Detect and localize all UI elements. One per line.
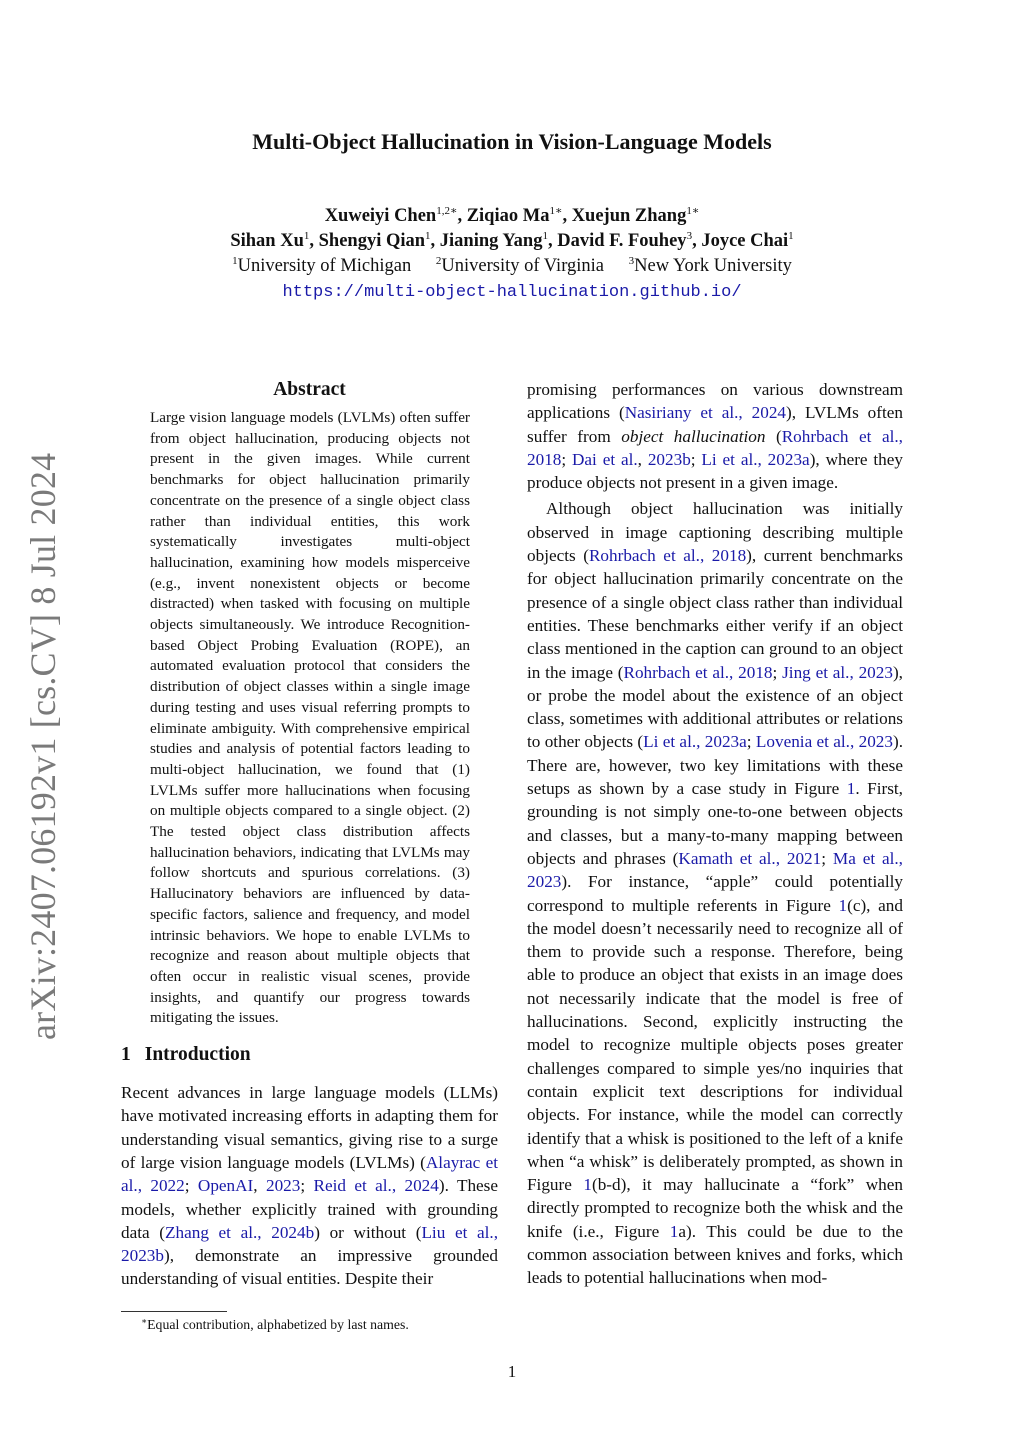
page-number: 1 (507, 1362, 517, 1381)
affiliation: $^2$University of Virginia (435, 255, 605, 276)
citation-link[interactable]: Zhang et al., 2024b (165, 1222, 315, 1242)
citation-link[interactable]: OpenAI (197, 1176, 254, 1196)
citation-link[interactable]: 2023 (265, 1176, 301, 1196)
arxiv-identifier: arXiv:2407.06192v1 [cs.CV] 8 Jul 2024 (23, 452, 63, 1040)
citation-link[interactable]: Li et al., 2023a (701, 449, 810, 469)
author-name: Joyce Chai (701, 231, 789, 251)
author-affil-mark: 1 (542, 230, 548, 242)
abstract-heading: Abstract (273, 379, 346, 400)
citation-link[interactable]: Alayrac et al., 2022 (121, 1152, 498, 1196)
citation-link[interactable]: Liu et al., 2023b (121, 1222, 498, 1266)
citation-link[interactable]: Li et al., 2023a (643, 732, 747, 752)
affiliation: $^1$University of Michigan (232, 255, 412, 276)
author-affil-mark: 1 (788, 230, 794, 242)
citation-link[interactable]: 1 (669, 1221, 679, 1241)
citation-link[interactable]: Kamath et al., 2021 (678, 848, 822, 868)
right-column (527, 378, 903, 1290)
citation-link[interactable]: 1 (846, 779, 856, 799)
section-title: Introduction (144, 1044, 251, 1066)
citation-link[interactable]: Rohrbach et al., 2018 (588, 546, 747, 566)
author-affil-mark: 1 (303, 230, 310, 242)
author-affil-mark: 1∗ (686, 205, 700, 217)
abstract-text: Large vision language models (LVLMs) often suffer from object hallucination, producing objects not present in the given images. While current benchmarks for object hallucination primarily concentrate on the presence of a single object class rather than individual entities, this work systematically investigates multi-object hallucination, examining how models misperceive (e.g., invent nonexistent objects or become distracted) when tasked with focusing on multiple objects simultaneously. We introduce Recognition-based Object Probing Evaluation (ROPE), an automated evaluation protocol that considers the distribution of object classes within a single image during testing and uses visual referring prompts to eliminate ambiguity. With comprehensive empirical studies and analysis of potential factors leading to multi-object hallucination, we found that (1) LVLMs suffer more hallucinations when focusing on multiple objects compared to a single object. (2) The tested object class distribution affects hallucination behaviors, indicating that LVLMs may follow shortcuts and spurious correlations. (3) Hallucinatory behaviors are influenced by data-specific factors, salience and frequency, and model intrinsic behaviors. We hope to enable LVLMs to recognize and reason about multiple objects that often occur in realistic visual scenes, provide insights, and quantify our progress towards mitigating the issues. (150, 409, 470, 1027)
citation-link[interactable]: Lovenia et al., 2023 (755, 732, 893, 752)
footnote-mark: ∗ (141, 1316, 148, 1326)
section-heading-introduction (121, 1043, 498, 1067)
citation-link[interactable]: 2023b (647, 449, 691, 469)
affiliation: $^3$New York University (628, 255, 792, 276)
author-affil-mark: 3 (686, 230, 693, 242)
emphasis: object hallucination (621, 426, 766, 446)
footnote-rule (121, 1311, 227, 1312)
intro-paragraph-1: Recent advances in large language models (LLMs) have motivated increasing efforts in adapting them for understanding visual semantics, giving rise to a surge of large vision language models (LVLMs) (Alayrac et al., 2022; OpenAI, 2023; Reid et al., 2024). These models, whether explicitly trained with grounding data (Zhang et al., 2024b) or without (Liu et al., 2023b), demonstrate an impressive grounded understanding of visual entities. Despite their (121, 1083, 499, 1289)
author-name: Sihan Xu (230, 231, 304, 251)
author-name: David F. Fouhey (557, 231, 687, 251)
footnote (141, 1316, 409, 1334)
left-column (121, 378, 498, 1291)
author-affil-mark: 1,2∗ (436, 205, 458, 217)
citation-link[interactable]: 1 (838, 895, 848, 915)
author-name: Ziqiao Ma (466, 206, 550, 226)
author-name: Xuejun Zhang (571, 206, 687, 226)
citation-link[interactable]: Nasiriany et al., 2024 (624, 403, 787, 423)
citation-link[interactable]: Rohrbach et al., 2018 (527, 426, 903, 469)
author-name: Jianing Yang (439, 231, 543, 251)
author-line-2: Sihan Xu$^1$, Shengyi Qian$^1$, Jianing Yang$^1$, David F. Fouhey$^3$, Joyce Chai$^1$ (230, 230, 794, 251)
intro-paragraph-1-continued: promising performances on various downstream applications (Nasiriany et al., 2024), LVLMs often suffer from object hallucination (Rohrbach et al., 2018; Dai et al., 2023b; Li et al., 2023a), where they produce objects not present in a given image. (527, 380, 904, 493)
author-name: Shengyi Qian (318, 231, 426, 251)
citation-link[interactable]: Reid et al., 2024 (313, 1176, 439, 1196)
paper-title: Multi-Object Hallucination in Vision-Language Models (252, 129, 772, 154)
author-block (0, 204, 1024, 305)
citation-link[interactable]: Rohrbach et al., 2018 (623, 662, 773, 682)
author-affil-mark: 1 (425, 230, 431, 242)
citation-link[interactable]: Jing et al., 2023 (782, 662, 893, 682)
author-name: Xuweiyi Chen (324, 206, 437, 226)
author-line-1: Xuweiyi Chen$^{1,2∗}$, Ziqiao $Ma^{1∗}$, Xuejun Zhang$^{1∗}$ (324, 205, 700, 226)
citation-link[interactable]: Ma et al., 2023 (527, 848, 903, 892)
citation-link[interactable]: Dai et al. (572, 449, 638, 469)
project-url-link[interactable]: https://multi-object-hallucination.github.io/ (282, 283, 742, 302)
section-number: 1 (121, 1044, 131, 1066)
author-affil-mark: 1∗ (549, 205, 563, 217)
footnote-text: Equal contribution, alphabetized by last names. (147, 1317, 409, 1332)
intro-paragraph-2: Although object hallucination was initially observed in image captioning describing multiple objects (Rohrbach et al., 2018), current benchmarks for object hallucination primarily concentrate on the presence of a single object class rather than individual entities. These benchmarks either verify if an object class mentioned in the caption can ground to an object in the image (Rohrbach et al., 2018; Jing et al., 2023), or probe the model about the existence of an object class, sometimes with additional attributes or relations to other objects (Li et al., 2023a; Lovenia et al., 2023). There are, however, two key limitations with these setups as shown by a case study in Figure 1. First, grounding is not simply one-to-one between objects and classes, but a many-to-many mapping between objects and phrases (Kamath et al., 2021; Ma et al., 2023). For instance, “apple” could potentially correspond to multiple referents in Figure 1(c), and the model doesn’t necessarily need to recognize all of them to provide such a response. Therefore, being able to produce an object that exists in an image does not necessarily indicate that the model is free of hallucinations. Second, explicitly instructing the model to recognize multiple objects poses greater challenges compared to simple yes/no inquiries that contain explicit text descriptions for individual objects. For instance, while the model can correctly identify that a whisk is positioned to the left of a knife when “a whisk” is deliberately prompted, as shown in Figure 1(b-d), it may hallucinate a “fork” when directly prompted to recognize both the whisk and the knife (i.e., Figure 1a). This could be due to the common association between knives and forks, which leads to potential hallucinations when mod- (527, 499, 904, 1288)
citation-link[interactable]: 1 (583, 1175, 592, 1195)
affiliations (0, 254, 1024, 279)
